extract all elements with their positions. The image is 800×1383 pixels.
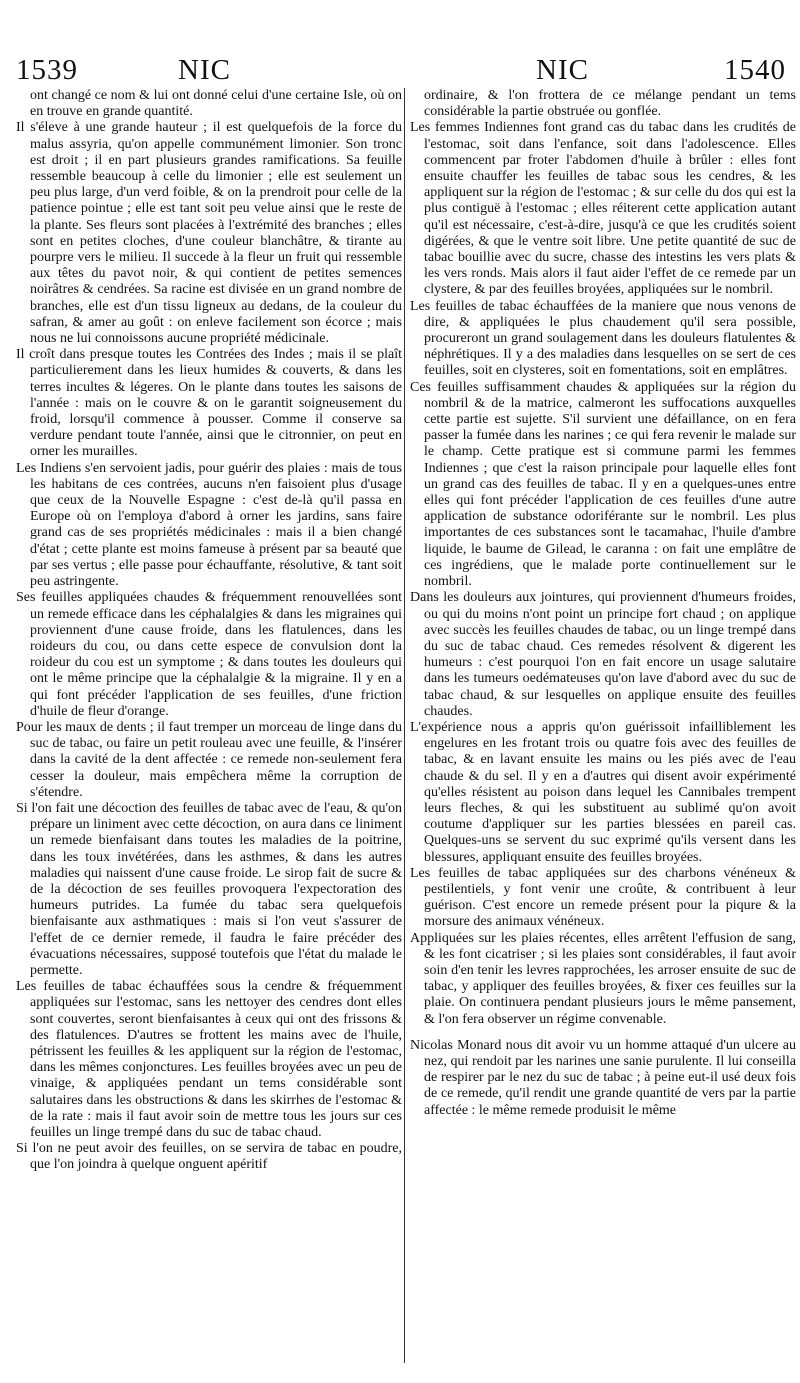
paragraph: Nicolas Monard nous dit avoir vu un homme attaqué d'un ulcere au nez, qui rendoit par les narines une sanie purulente. Il lui conseilla de respirer par le nez du suc de tabac ; à peine eut-il usé deux fois de ce remede, qu'il rendit une grande quantité de vers par la partie affectée : le même remede produisit le même bbox=[410, 1037, 796, 1118]
right-page-number: 1540 bbox=[724, 54, 786, 86]
paragraph: Les femmes Indiennes font grand cas du tabac dans les crudités de l'estomac, soit dans l'enfance, soit dans l'adolescence. Elles commencent par froter l'abdomen d'huile à brûler : elles font ensuite chauffer les feuilles de tabac sous les cendres, & les appliquent sur la région de l'estomac ; & sur celle du dos qui est la plus contiguë à l'estomac ; elles réiterent cette application autant qu'il est nécessaire, c'est-à-dire, jusqu'à ce que les crudités soient digérées, & que le ventre soit libre. Une petite quantité de suc de tabac bouillie avec du sucre, chasse des intestins les vers plats & les vers ronds. Mais alors il faut aider l'effet de ce remede par un clystere, & par des feuilles broyées, appliquées sur le nombril. bbox=[410, 120, 796, 298]
left-running-head: NIC bbox=[178, 54, 231, 86]
running-header bbox=[16, 52, 786, 88]
paragraph: Les Indiens s'en servoient jadis, pour guérir des plaies : mais de tous les habitans de ces contrées, aucuns n'en faisoient plus d'usage que ceux de la Nouvelle Espagne : c'est de-là qu'il passa en Europe où on l'employa d'abord à orner les jardins, sans faire grand cas de ses propriétés médicinales : mais il a bien changé d'état ; cette plante est moins fameuse à présent par sa beauté que par ses vertus ; elle passe pour échauffante, résolutive, & tant soit peu astringente. bbox=[16, 460, 402, 590]
left-column bbox=[16, 88, 402, 1363]
paragraph: ont changé ce nom & lui ont donné celui d'une certaine Isle, où on en trouve en grande quantité. bbox=[30, 88, 402, 120]
paragraph: Les feuilles de tabac échauffées de la maniere que nous venons de dire, & appliquées le plus chaudement qu'il sera possible, procureront un grand soulagement dans les douleurs flatulentes & néphrétiques. Il y a des maladies dans lesquelles on se sert de ces feuilles, soit en clysteres, soit en fomentations, soit en emplâtres. bbox=[410, 298, 796, 379]
right-column bbox=[410, 88, 796, 1363]
paragraph: Il croît dans presque toutes les Contrées des Indes ; mais il se plaît particulierement dans les lieux humides & couverts, & dans les terres incultes & légeres. On le plante dans toutes les saisons de l'année : mais on le couvre & on le garantit soigneusement du froid, lorsqu'il commence à pousser. Comme il conserve sa verdure pendant toute l'année, ainsi que le citronnier, on peut en orner les murailles. bbox=[16, 347, 402, 460]
paragraph: Appliquées sur les plaies récentes, elles arrêtent l'effusion de sang, & les font cicatriser ; si les plaies sont considérables, il faut avoir soin d'en tenir les levres rapprochées, les arroser ensuite de suc de tabac, y appliquer des feuilles broyées, & fixer ces feuilles sur la plaie. On continuera pendant plusieurs jours le même pansement, & l'on fera observer un régime convenable. bbox=[410, 930, 796, 1027]
column-divider bbox=[404, 88, 405, 1363]
paragraph: Pour les maux de dents ; il faut tremper un morceau de linge dans du suc de tabac, ou faire un petit rouleau avec une feuille, & l'insérer dans la cavité de la dent affectée : ce remede non-seulement fera cesser la douleur, mais empêchera même la corruption de s'étendre. bbox=[16, 719, 402, 800]
right-running-head: NIC bbox=[536, 54, 589, 86]
text-columns bbox=[16, 88, 796, 1363]
paragraph: Il s'éleve à une grande hauteur ; il est quelquefois de la force du malus assyria, qu'on appelle communément limonier. Son tronc est droit ; il en part plusieurs grandes ramifications. Sa feuille ressemble beaucoup à celle du limonier ; elle est seulement un peu plus large, d'un verd foible, & on la prendroit pour celle de la patience pointue ; elle est tant soit peu velue ainsi que le reste de la plante. Ses fleurs sont placées à l'extrémité des branches ; elles sont en petites cloches, d'une couleur blanchâtre, & tirante au pourpre vers le milieu. Il succede à la fleur un fruit qui ressemble aux têtes du pavot noir, & qui contient de petites semences noirâtres & cendrées. Sa racine est divisée en un grand nombre de branches, elle est d'un tissu ligneux au dedans, de la couleur du safran, & amer au goût : on enleve facilement son écorce ; mais nous ne lui connoissons aucune propriété médicinale. bbox=[16, 120, 402, 347]
paragraph: Les feuilles de tabac échauffées sous la cendre & fréquemment appliquées sur l'estomac, sans les nettoyer des cendres dont elles sont couvertes, seront bienfaisantes à ceux qui ont des frissons & des flatulences. D'autres se frottent les mains avec de l'huile, pétrissent les feuilles & les appliquent sur la région de l'estomac, dans les mêmes conjonctures. Les feuilles broyées avec un peu de vinaige, & appliquées pendant un tems considérable sont salutaires dans les obstructions & dans les skirrhes de l'estomac & de la rate : mais il faut avoir soin de mettre tous les jours sur ces feuilles un linge trempé dans du suc de tabac chaud. bbox=[16, 979, 402, 1140]
paragraph: Si l'on fait une décoction des feuilles de tabac avec de l'eau, & qu'on prépare un liniment avec cette décoction, on aura dans ce liniment un remede bienfaisant dans toutes les maladies de la poitrine, dans les toux invétérées, dans les asthmes, & dans les autres maladies qui naissent d'une cause froide. Le sirop fait de sucre & de la décoction de ses feuilles provoquera l'expectoration des humeurs putrides. La fumée du tabac sera quelquefois bienfaisante aux asthmatiques : mais si l'on veut s'assurer de l'effet de ce dernier remede, il faudra le faire précéder des évacuations nécessaires, supposé toutefois que l'état du malade le permette. bbox=[16, 800, 402, 978]
paragraph: Si l'on ne peut avoir des feuilles, on se servira de tabac en poudre, que l'on joindra à quelque onguent apéritif bbox=[16, 1141, 402, 1173]
paragraph: ordinaire, & l'on frottera de ce mélange pendant un tems considérable la partie obstruée ou gonflée. bbox=[424, 88, 796, 120]
paragraph: Ces feuilles suffisamment chaudes & appliquées sur la région du nombril & de la matrice, calmeront les suffocations auxquelles cette partie est sujette. S'il survient une défaillance, on en fera passer la fumée dans les narines ; ce qui fera revenir le malade sur le champ. Cette pratique est si commune parmi les femmes Indiennes ; que c'est la raison principale pour laquelle elles font un grand cas des feuilles de tabac. Il y en a quelques-unes entre elles qui font précéder l'application de ces feuilles d'une autre application de substance odoriférante sur le nombril. Les plus importantes de ces substances sont le tacamahac, l'huile d'ambre liquide, le baume de Gilead, le caranna : on fait une emplâtre de ces ingrédiens, que le malade porte continuellement sur le nombril. bbox=[410, 379, 796, 590]
paragraph: L'expérience nous a appris qu'on guérissoit infailliblement les engelures en les frotant trois ou quatre fois avec des feuilles de tabac, & en lavant ensuite les mains ou les piés avec de l'eau chaude & du sel. Il y en a d'autres qui disent avoir expérimenté qu'elles résistent au poison dans lequel les Cannibales trempent leurs fleches, & qui les substituent au sublimé qu'on avoit coutume d'appliquer sur les parties blessées en pareil cas. Quelques-uns se servent du suc exprimé qu'ils versent dans les blessures, appliquant ensuite des feuilles broyées. bbox=[410, 719, 796, 865]
left-page-number: 1539 bbox=[16, 54, 78, 86]
paragraph: Les feuilles de tabac appliquées sur des charbons vénéneux & pestilentiels, y font venir une croûte, & contribuent à leur guérison. C'est encore un remede présent pour la piqure & la morsure des animaux vénéneux. bbox=[410, 865, 796, 930]
paragraph: Ses feuilles appliquées chaudes & fréquemment renouvellées sont un remede efficace dans les céphalalgies & dans les migraines qui proviennent d'une cause froide, dans les flatulences, dans les roideurs du cou, ou dans cette espece de convulsion dont la roideur du cou est un symptome ; & dans toutes les douleurs qui ont le même principe que la céphalalgie & la migraine. Il y en a qui font précéder l'application de ses feuilles, d'une friction d'huile de fleur d'orange. bbox=[16, 590, 402, 719]
paragraph: Dans les douleurs aux jointures, qui proviennent d'humeurs froides, ou qui du moins n'ont point un principe fort chaud ; on applique avec succès les feuilles chaudes de tabac, ou un linge trempé dans du suc de tabac chaud. Ces remedes résolvent & digerent les humeurs : c'est pourquoi l'on en fait encore un usage salutaire dans les tumeurs oedémateuses qu'on lave d'abord avec du suc de tabac chaud, & sur lesquelles on applique ensuite des feuilles chaudes. bbox=[410, 590, 796, 719]
